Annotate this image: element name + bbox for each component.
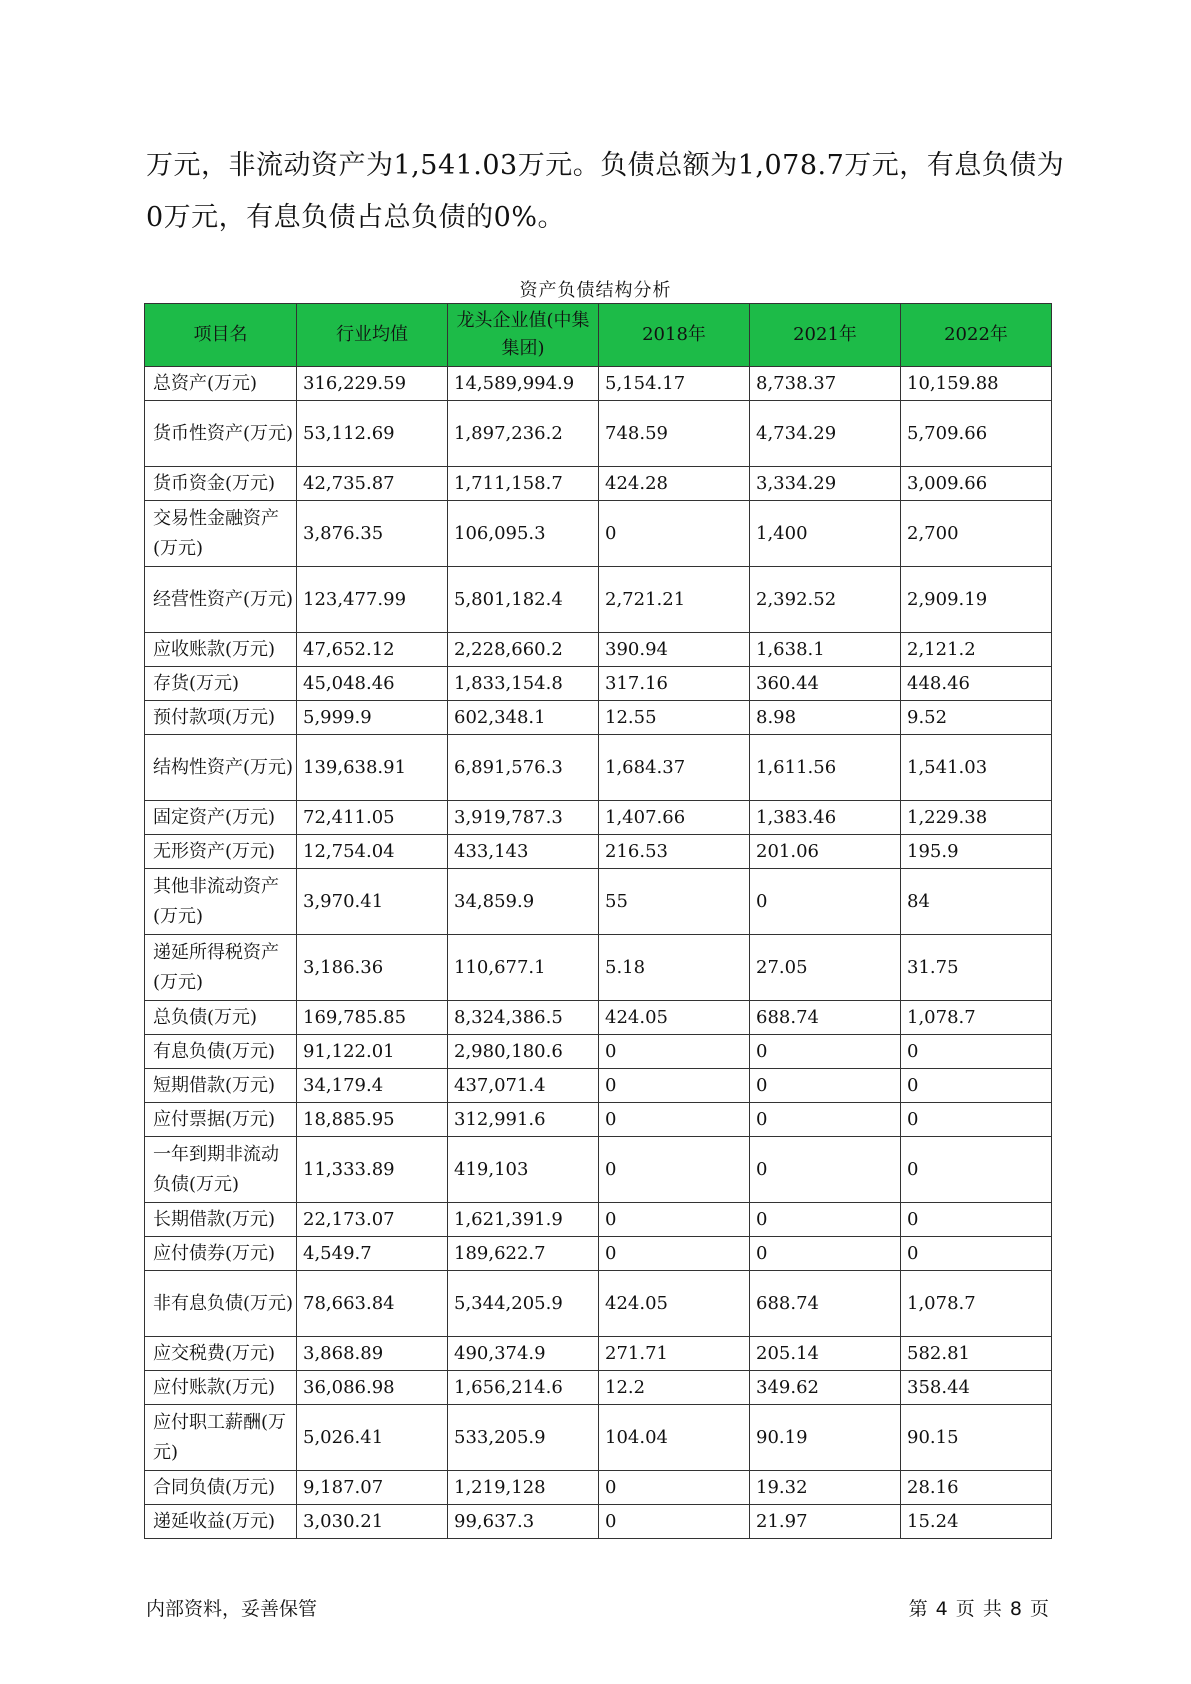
cell-2021: 0 xyxy=(750,1103,901,1137)
cell-industry-average: 316,229.59 xyxy=(297,367,448,401)
header-year-2018: 2018年 xyxy=(599,304,750,367)
cell-leading-company: 8,324,386.5 xyxy=(448,1001,599,1035)
cell-2022: 10,159.88 xyxy=(901,367,1052,401)
row-item-name: 应付债券(万元) xyxy=(145,1237,297,1271)
cell-leading-company: 106,095.3 xyxy=(448,501,599,567)
cell-2021: 8.98 xyxy=(750,701,901,735)
cell-industry-average: 3,868.89 xyxy=(297,1337,448,1371)
cell-leading-company: 1,219,128 xyxy=(448,1471,599,1505)
cell-2021: 0 xyxy=(750,1237,901,1271)
cell-leading-company: 433,143 xyxy=(448,835,599,869)
cell-2018: 1,407.66 xyxy=(599,801,750,835)
cell-leading-company: 602,348.1 xyxy=(448,701,599,735)
header-leading-company: 龙头企业值(中集集团) xyxy=(448,304,599,367)
cell-2022: 31.75 xyxy=(901,935,1052,1001)
table-row xyxy=(145,801,1052,835)
row-item-name: 一年到期非流动负债(万元) xyxy=(145,1137,297,1203)
cell-2021: 3,334.29 xyxy=(750,467,901,501)
cell-industry-average: 34,179.4 xyxy=(297,1069,448,1103)
table-row xyxy=(145,401,1052,467)
cell-2021: 0 xyxy=(750,869,901,935)
row-item-name: 总负债(万元) xyxy=(145,1001,297,1035)
row-item-name: 其他非流动资产(万元) xyxy=(145,869,297,935)
cell-leading-company: 110,677.1 xyxy=(448,935,599,1001)
cell-2018: 0 xyxy=(599,1035,750,1069)
cell-industry-average: 9,187.07 xyxy=(297,1471,448,1505)
body-paragraph xyxy=(146,140,1066,244)
cell-2022: 2,121.2 xyxy=(901,633,1052,667)
cell-2021: 8,738.37 xyxy=(750,367,901,401)
cell-industry-average: 47,652.12 xyxy=(297,633,448,667)
cell-2022: 3,009.66 xyxy=(901,467,1052,501)
table-row xyxy=(145,1203,1052,1237)
cell-2018: 5,154.17 xyxy=(599,367,750,401)
cell-2018: 5.18 xyxy=(599,935,750,1001)
cell-2018: 0 xyxy=(599,1505,750,1539)
cell-industry-average: 78,663.84 xyxy=(297,1271,448,1337)
footer-page-number: 第 4 页 共 8 页 xyxy=(908,1598,1050,1620)
cell-industry-average: 169,785.85 xyxy=(297,1001,448,1035)
cell-2018: 1,684.37 xyxy=(599,735,750,801)
cell-2018: 424.05 xyxy=(599,1001,750,1035)
cell-industry-average: 3,970.41 xyxy=(297,869,448,935)
cell-industry-average: 72,411.05 xyxy=(297,801,448,835)
cell-2022: 0 xyxy=(901,1137,1052,1203)
cell-2018: 0 xyxy=(599,1203,750,1237)
cell-2018: 2,721.21 xyxy=(599,567,750,633)
cell-2018: 317.16 xyxy=(599,667,750,701)
cell-leading-company: 34,859.9 xyxy=(448,869,599,935)
cell-2022: 9.52 xyxy=(901,701,1052,735)
cell-industry-average: 123,477.99 xyxy=(297,567,448,633)
cell-industry-average: 4,549.7 xyxy=(297,1237,448,1271)
cell-leading-company: 2,980,180.6 xyxy=(448,1035,599,1069)
cell-2021: 1,400 xyxy=(750,501,901,567)
table-row xyxy=(145,1337,1052,1371)
row-item-name: 应付票据(万元) xyxy=(145,1103,297,1137)
cell-2022: 15.24 xyxy=(901,1505,1052,1539)
cell-industry-average: 3,186.36 xyxy=(297,935,448,1001)
cell-2021: 349.62 xyxy=(750,1371,901,1405)
row-item-name: 非有息负债(万元) xyxy=(145,1271,297,1337)
cell-leading-company: 312,991.6 xyxy=(448,1103,599,1137)
cell-industry-average: 36,086.98 xyxy=(297,1371,448,1405)
cell-industry-average: 5,026.41 xyxy=(297,1405,448,1471)
table-header-row xyxy=(145,304,1052,367)
cell-2018: 390.94 xyxy=(599,633,750,667)
cell-leading-company: 99,637.3 xyxy=(448,1505,599,1539)
table-row xyxy=(145,1471,1052,1505)
table-row xyxy=(145,1505,1052,1539)
cell-2018: 424.05 xyxy=(599,1271,750,1337)
table-row xyxy=(145,1001,1052,1035)
cell-2022: 90.15 xyxy=(901,1405,1052,1471)
table-row xyxy=(145,501,1052,567)
table-row xyxy=(145,869,1052,935)
cell-2018: 271.71 xyxy=(599,1337,750,1371)
table-row xyxy=(145,567,1052,633)
cell-2022: 582.81 xyxy=(901,1337,1052,1371)
cell-industry-average: 11,333.89 xyxy=(297,1137,448,1203)
row-item-name: 货币资金(万元) xyxy=(145,467,297,501)
cell-2018: 0 xyxy=(599,1237,750,1271)
cell-2021: 205.14 xyxy=(750,1337,901,1371)
row-item-name: 递延所得税资产(万元) xyxy=(145,935,297,1001)
cell-2018: 424.28 xyxy=(599,467,750,501)
cell-leading-company: 1,897,236.2 xyxy=(448,401,599,467)
cell-2018: 216.53 xyxy=(599,835,750,869)
row-item-name: 结构性资产(万元) xyxy=(145,735,297,801)
cell-leading-company: 419,103 xyxy=(448,1137,599,1203)
paragraph-line-1: 万元，非流动资产为1,541.03万元。负债总额为1,078.7万元，有息负债为 xyxy=(146,150,1065,181)
table-row xyxy=(145,667,1052,701)
header-industry-average: 行业均值 xyxy=(297,304,448,367)
cell-industry-average: 139,638.91 xyxy=(297,735,448,801)
cell-2021: 201.06 xyxy=(750,835,901,869)
cell-industry-average: 53,112.69 xyxy=(297,401,448,467)
cell-2022: 1,541.03 xyxy=(901,735,1052,801)
row-item-name: 预付款项(万元) xyxy=(145,701,297,735)
table-row xyxy=(145,1069,1052,1103)
cell-leading-company: 3,919,787.3 xyxy=(448,801,599,835)
cell-leading-company: 189,622.7 xyxy=(448,1237,599,1271)
row-item-name: 应付账款(万元) xyxy=(145,1371,297,1405)
cell-leading-company: 533,205.9 xyxy=(448,1405,599,1471)
row-item-name: 存货(万元) xyxy=(145,667,297,701)
cell-2018: 0 xyxy=(599,1137,750,1203)
cell-2022: 0 xyxy=(901,1103,1052,1137)
row-item-name: 应收账款(万元) xyxy=(145,633,297,667)
cell-2021: 688.74 xyxy=(750,1001,901,1035)
cell-leading-company: 6,891,576.3 xyxy=(448,735,599,801)
cell-2022: 358.44 xyxy=(901,1371,1052,1405)
cell-leading-company: 2,228,660.2 xyxy=(448,633,599,667)
cell-2021: 27.05 xyxy=(750,935,901,1001)
cell-2022: 0 xyxy=(901,1237,1052,1271)
cell-industry-average: 42,735.87 xyxy=(297,467,448,501)
cell-2018: 748.59 xyxy=(599,401,750,467)
cell-2021: 360.44 xyxy=(750,667,901,701)
cell-2018: 0 xyxy=(599,501,750,567)
cell-leading-company: 437,071.4 xyxy=(448,1069,599,1103)
header-item-name: 项目名 xyxy=(145,304,297,367)
cell-2022: 1,078.7 xyxy=(901,1271,1052,1337)
cell-industry-average: 5,999.9 xyxy=(297,701,448,735)
cell-industry-average: 3,030.21 xyxy=(297,1505,448,1539)
row-item-name: 短期借款(万元) xyxy=(145,1069,297,1103)
cell-2021: 4,734.29 xyxy=(750,401,901,467)
cell-2022: 84 xyxy=(901,869,1052,935)
cell-leading-company: 1,656,214.6 xyxy=(448,1371,599,1405)
footer-confidential-note: 内部资料，妥善保管 xyxy=(146,1598,318,1620)
balance-sheet-table xyxy=(144,303,1052,1539)
row-item-name: 有息负债(万元) xyxy=(145,1035,297,1069)
cell-leading-company: 1,621,391.9 xyxy=(448,1203,599,1237)
table-row xyxy=(145,701,1052,735)
table-row xyxy=(145,1137,1052,1203)
cell-2018: 0 xyxy=(599,1103,750,1137)
table-body xyxy=(145,367,1052,1539)
table-row xyxy=(145,935,1052,1001)
table-row xyxy=(145,1103,1052,1137)
cell-2018: 0 xyxy=(599,1471,750,1505)
cell-2021: 19.32 xyxy=(750,1471,901,1505)
row-item-name: 合同负债(万元) xyxy=(145,1471,297,1505)
cell-2022: 0 xyxy=(901,1203,1052,1237)
cell-2022: 0 xyxy=(901,1035,1052,1069)
row-item-name: 应付职工薪酬(万元) xyxy=(145,1405,297,1471)
cell-2021: 0 xyxy=(750,1203,901,1237)
cell-2022: 2,700 xyxy=(901,501,1052,567)
cell-industry-average: 22,173.07 xyxy=(297,1203,448,1237)
cell-2022: 5,709.66 xyxy=(901,401,1052,467)
row-item-name: 总资产(万元) xyxy=(145,367,297,401)
cell-2021: 0 xyxy=(750,1137,901,1203)
table-row xyxy=(145,735,1052,801)
cell-2021: 0 xyxy=(750,1069,901,1103)
table-row xyxy=(145,1405,1052,1471)
cell-2022: 2,909.19 xyxy=(901,567,1052,633)
cell-industry-average: 45,048.46 xyxy=(297,667,448,701)
cell-2018: 12.2 xyxy=(599,1371,750,1405)
cell-leading-company: 1,711,158.7 xyxy=(448,467,599,501)
row-item-name: 递延收益(万元) xyxy=(145,1505,297,1539)
table-row xyxy=(145,467,1052,501)
table-row xyxy=(145,367,1052,401)
cell-2021: 21.97 xyxy=(750,1505,901,1539)
cell-industry-average: 12,754.04 xyxy=(297,835,448,869)
cell-2018: 12.55 xyxy=(599,701,750,735)
cell-2021: 1,638.1 xyxy=(750,633,901,667)
cell-2021: 688.74 xyxy=(750,1271,901,1337)
table-row xyxy=(145,835,1052,869)
table-row xyxy=(145,1371,1052,1405)
cell-2018: 55 xyxy=(599,869,750,935)
cell-2021: 1,611.56 xyxy=(750,735,901,801)
row-item-name: 长期借款(万元) xyxy=(145,1203,297,1237)
cell-2021: 90.19 xyxy=(750,1405,901,1471)
cell-2021: 2,392.52 xyxy=(750,567,901,633)
cell-leading-company: 490,374.9 xyxy=(448,1337,599,1371)
cell-2018: 104.04 xyxy=(599,1405,750,1471)
cell-2022: 0 xyxy=(901,1069,1052,1103)
cell-industry-average: 3,876.35 xyxy=(297,501,448,567)
table-caption: 资产负债结构分析 xyxy=(519,280,672,301)
paragraph-line-2: 0万元，有息负债占总负债的0%。 xyxy=(146,202,566,233)
row-item-name: 货币性资产(万元) xyxy=(145,401,297,467)
cell-leading-company: 14,589,994.9 xyxy=(448,367,599,401)
row-item-name: 固定资产(万元) xyxy=(145,801,297,835)
cell-2022: 448.46 xyxy=(901,667,1052,701)
cell-2021: 1,383.46 xyxy=(750,801,901,835)
header-year-2022: 2022年 xyxy=(901,304,1052,367)
cell-industry-average: 91,122.01 xyxy=(297,1035,448,1069)
cell-industry-average: 18,885.95 xyxy=(297,1103,448,1137)
cell-leading-company: 1,833,154.8 xyxy=(448,667,599,701)
cell-2021: 0 xyxy=(750,1035,901,1069)
table-row xyxy=(145,633,1052,667)
table-row xyxy=(145,1035,1052,1069)
cell-2022: 1,078.7 xyxy=(901,1001,1052,1035)
header-year-2021: 2021年 xyxy=(750,304,901,367)
cell-leading-company: 5,801,182.4 xyxy=(448,567,599,633)
cell-2018: 0 xyxy=(599,1069,750,1103)
cell-leading-company: 5,344,205.9 xyxy=(448,1271,599,1337)
cell-2022: 28.16 xyxy=(901,1471,1052,1505)
table-row xyxy=(145,1237,1052,1271)
row-item-name: 应交税费(万元) xyxy=(145,1337,297,1371)
cell-2022: 195.9 xyxy=(901,835,1052,869)
row-item-name: 交易性金融资产(万元) xyxy=(145,501,297,567)
table-row xyxy=(145,1271,1052,1337)
cell-2022: 1,229.38 xyxy=(901,801,1052,835)
row-item-name: 经营性资产(万元) xyxy=(145,567,297,633)
row-item-name: 无形资产(万元) xyxy=(145,835,297,869)
